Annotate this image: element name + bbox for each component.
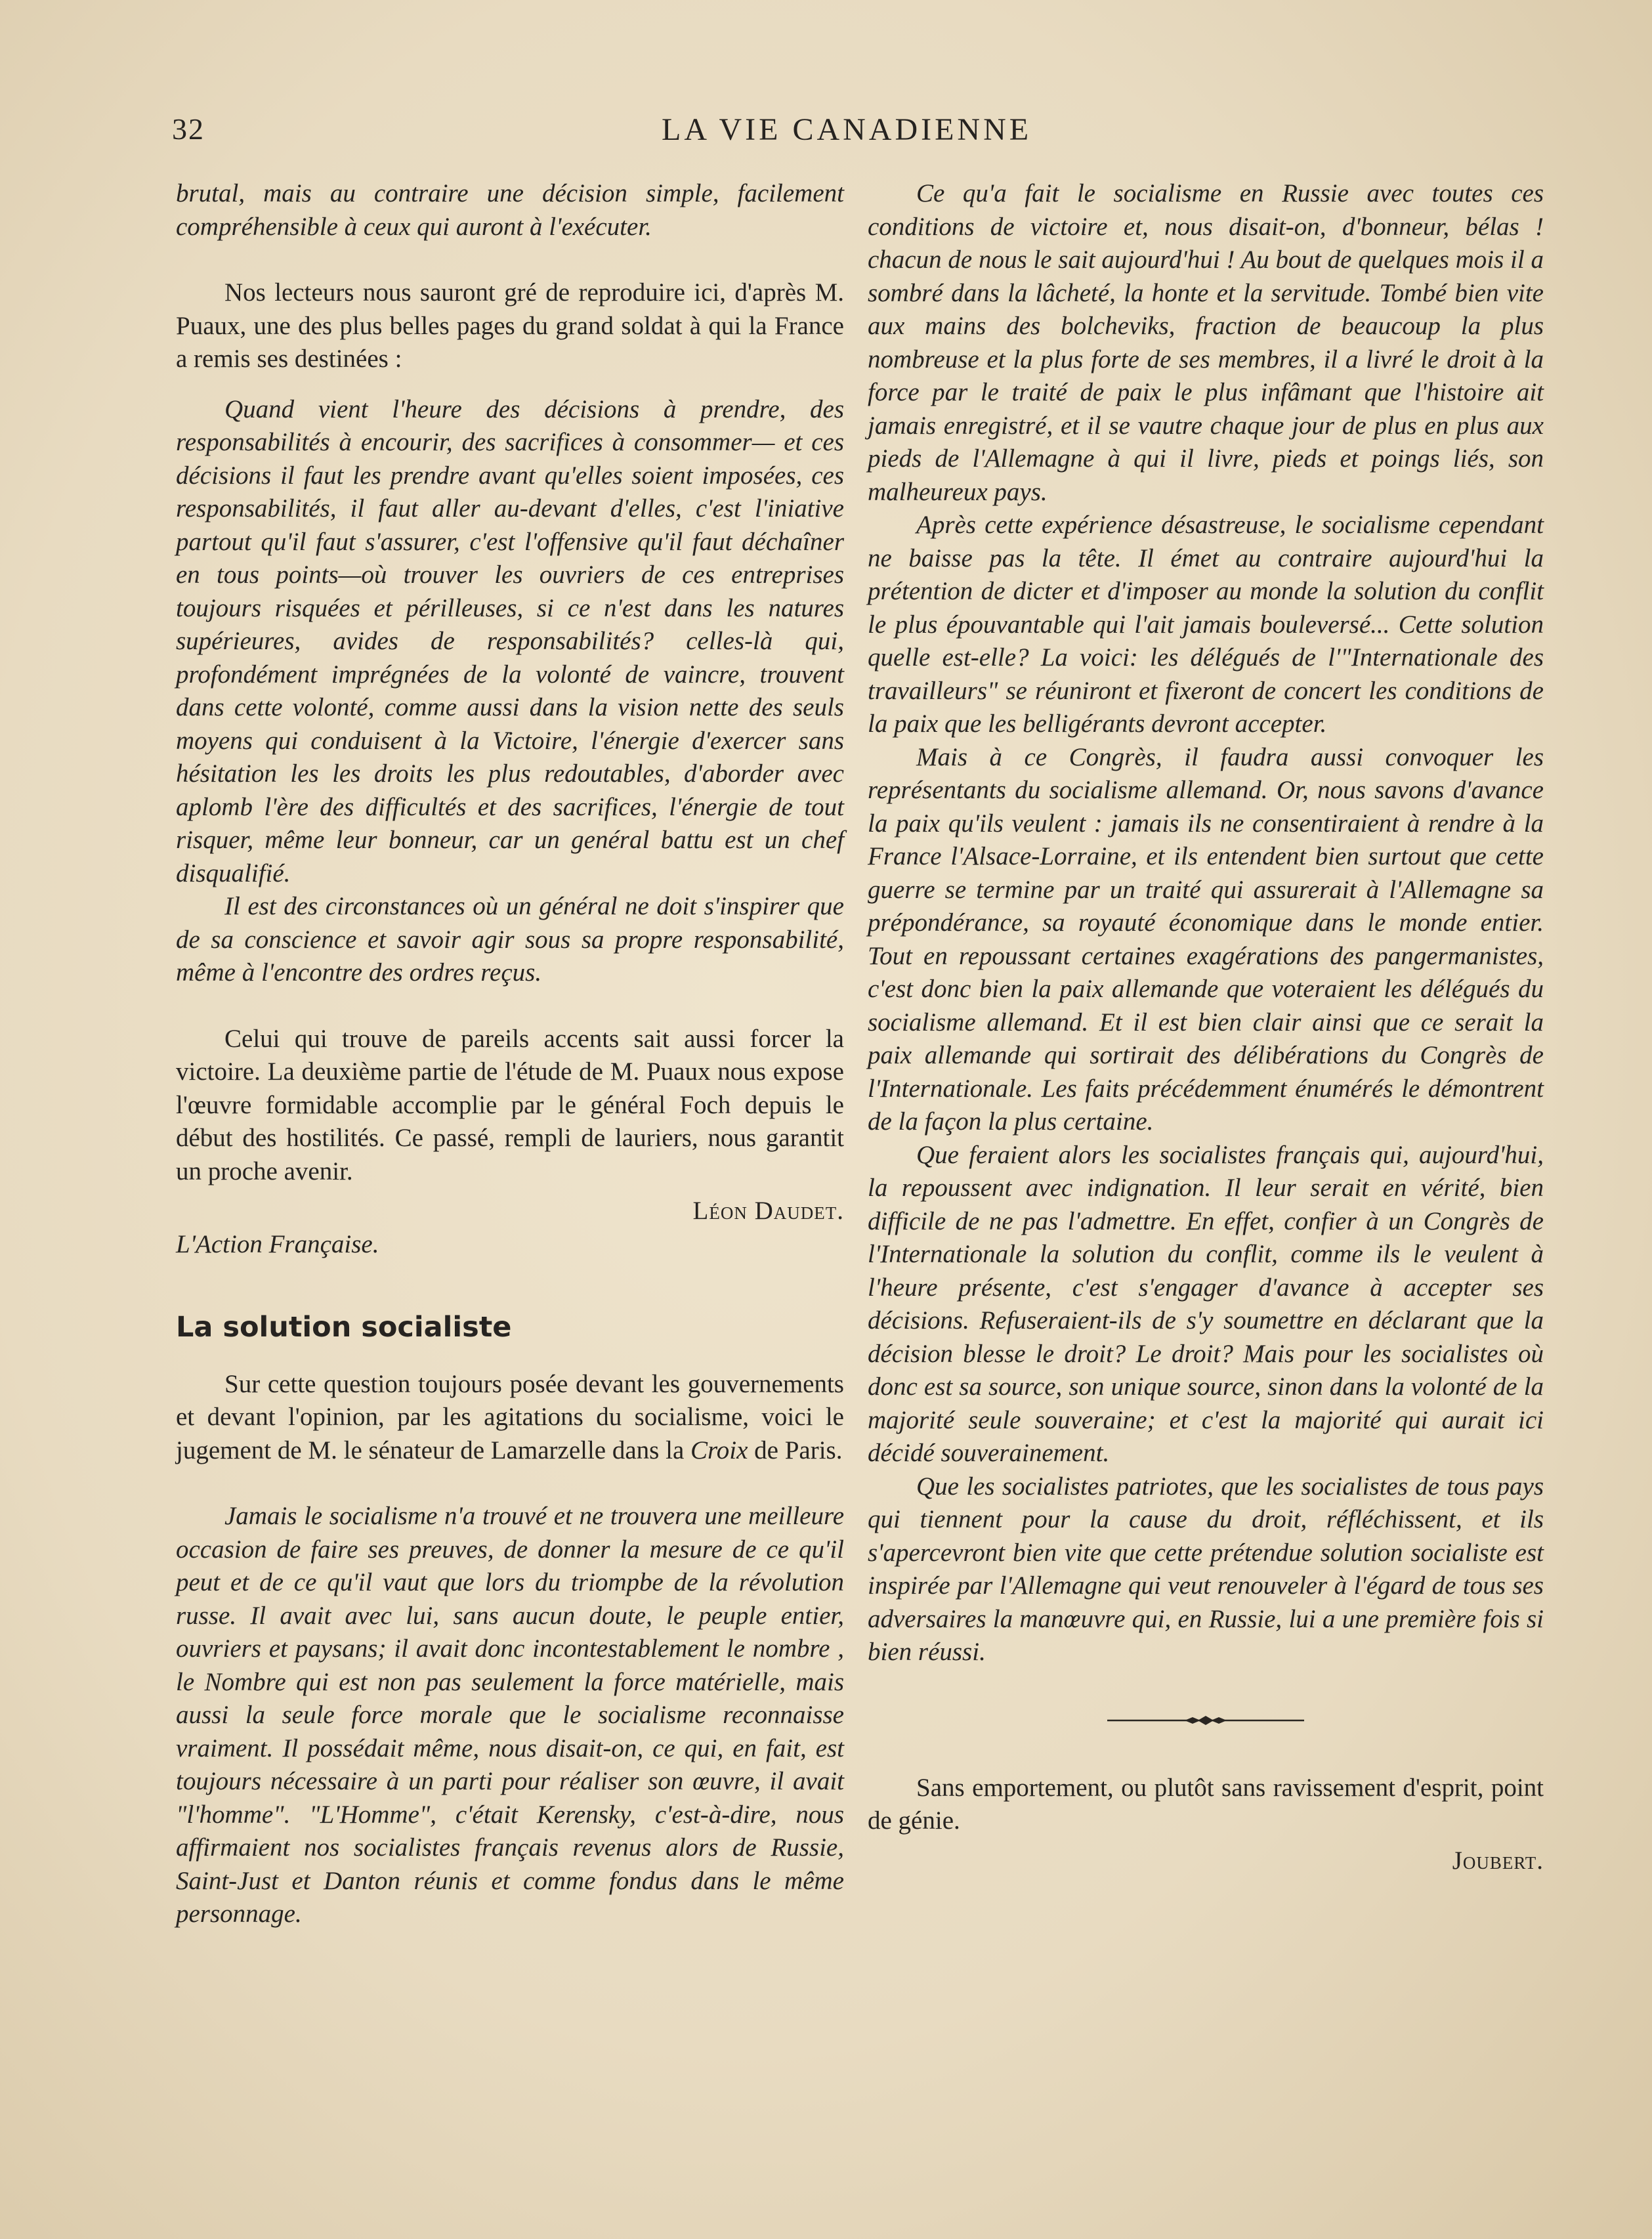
intro-paragraph: Nos lecteurs nous sauront gré de reproduire ici, d'après M. Puaux, une des plus belles pages du grand soldat à qui la France a remis ses destinées : [176, 278, 844, 373]
right-paragraph-2: Après cette expérience désastreuse, le socialisme cependant ne baisse pas la tête. Il émet au contraire aujourd'hui la prétention de dicter et d'imposer au monde la solution du conflit le plus épouvantable qui l'ait jamais bouleversé... Cette solution quelle est-elle? La voici: les délégués de l'"Internationale des travailleurs" se réuniront et fixeront de concert les conditions de la paix que les belligérants devront accepter. [868, 511, 1544, 738]
right-paragraph-3: Mais à ce Congrès, il faudra aussi convoquer les représentants du socialisme allemand. Or, nous savons d'avance la paix qu'ils veulent : jamais ils ne consentiraient à rendre à la France l'Alsace-Lorraine, et ils entendent bien surtout que cette guerre se termine par un traité qui assurerait à l'Allemagne sa prépondérance, sa royauté économique dans le monde entier. Tout en repoussant certaines exagérations des pangermanistes, c'est donc bien la paix allemande que voteraient les délégués du socialisme allemand. Et il est bien clair ainsi que ce serait la paix allemande qui sortirait des délibérations du Congrès de l'Internationale. Les faits précédemment énumérés le démontrent de la façon la plus certaine. [868, 742, 1544, 1136]
page-header [172, 105, 1065, 158]
page-number: 32 [172, 112, 205, 146]
continued-text: brutal, mais au contraire une décision simple, facilement compréhensible à ceux qui auront à l'exécuter. [176, 179, 844, 241]
right-column [868, 177, 1544, 1877]
intro-lamarzelle-a: Sur cette question toujours posée devant les gouvernements et devant l'opinion, par les agitations du socialisme, voici le jugement de M. le sénateur de Lamarzelle dans la [176, 1369, 844, 1464]
source-action-francaise: L'Action Française. [176, 1229, 379, 1258]
right-paragraph-1: Ce qu'a fait le socialisme en Russie avec toutes ces conditions de victoire et, nous disait-on, d'bonneur, bélas ! chacun de nous le sait aujourd'hui ! Au bout de quelques mois il a sombré dans la lâcheté, la honte et la servitude. Tombé bien vite aux mains des bolcheviks, fraction de beaucoup la plus nombreuse et la plus forte de ses membres, il a livré le droit à la force par le traité de paix le plus infâmant que l'histoire ait jamais enregistré, et il se vautre chaque jour de plus en plus aux pieds de l'Allemagne à qui il livre, pieds et poings liés, son malheureux pays. [868, 179, 1544, 506]
commentary-paragraph: Celui qui trouve de pareils accents sait aussi forcer la victoire. La deuxième partie de l'étude de M. Puaux nous expose l'œuvre formidable accomplie par le général Foch depuis le début des hostilités. Ce passé, rempli de lauriers, nous garantit un proche avenir. [176, 1024, 844, 1185]
signature-daudet: Léon Daudet. [692, 1197, 844, 1225]
lamarzelle-quote: Jamais le socialisme n'a trouvé et ne trouvera une meilleure occasion de faire ses preuves, de donner la mesure de ce qu'il peut et de ce qu'il vaut que lors du triompbe de la révolution russe. Il avait avec lui, sans aucun doute, le peuple entier, ouvriers et paysans; il avait donc incontestablement le nombre , le Nombre qui est non pas seulement la force matérielle, mais aussi la seule force morale que le socialisme reconnaisse vraiment. Il possédait même, nous disait-on, ce qui, en fait, est toujours nécessaire à un parti pour réaliser son œuvre, il avait "l'homme". "L'Homme", c'était Kerensky, c'est-à-dire, nous affirmaient nos socialistes français revenus alors de Russie, Saint-Just et Danton réunis et comme fondus dans le même personnage. [176, 1502, 844, 1928]
running-title: LA VIE CANADIENNE [662, 112, 1032, 147]
left-column [176, 177, 844, 1931]
foch-quote-1: Quand vient l'heure des décisions à prendre, des responsabilités à encourir, des sacrifices à consommer— et ces décisions il faut les prendre avant qu'elles soient imposées, ces responsabilités, il faut aller au-devant d'elles, c'est l'iniative partout qu'il faut s'assurer, c'est l'offensive qu'il faut déchaîner en tous points—où trouver les ouvriers de ces entreprises toujours risquées et périlleuses, si ce n'est dans les natures supérieures, avides de responsabilités? celles-là qui, profondément imprégnées de la volonté de vaincre, trouvent dans cette volonté, comme aussi dans la vision nette des seuls moyens qui conduisent à la Victoire, l'énergie d'exercer sans hésitation les les droits les plus redoutables, d'aborder avec aplomb l'ère des difficultés et des sacrifices, l'énergie de tout risquer, même leur bonneur, car un genéral battu est un chef disqualifié. [176, 394, 844, 887]
right-paragraph-4: Que feraient alors les socialistes français qui, aujourd'hui, la repoussent avec indignation. Il leur serait en vérité, bien difficile de ne pas l'admettre. En effet, confier à un Congrès de l'Internationale la solution du conflit, comme ils le veulent à l'heure présente, c'est s'engager d'avance à accepter ses décisions. Refuseraient-ils de s'y soumettre en déclarant que la décision blesse le droit? Le droit? Mais pour les socialistes où donc est sa source, son unique source, sinon dans la volonté de la majorité seule souveraine; et c'est la majorité qui aurait ici décidé souverainement. [868, 1140, 1544, 1467]
ornament-icon [1107, 1714, 1304, 1727]
intro-lamarzelle-b: de Paris. [748, 1436, 843, 1464]
joubert-quote: Sans emportement, ou plutôt sans ravissement d'esprit, point de génie. [868, 1773, 1544, 1835]
joubert-signature: Joubert. [1452, 1846, 1544, 1875]
intro-lamarzelle [176, 1368, 844, 1468]
right-paragraph-5: Que les socialistes patriotes, que les socialistes de tous pays qui tiennent pour la cause du droit, réfléchissent, et ils s'apercevront bien vite que cette prétendue solution socialiste est inspirée par l'Allemagne qui veut renouveler à l'égard de tous ses adversaires la manœuvre qui, en Russie, lui a une première fois si bien réussi. [868, 1472, 1544, 1666]
croix-title: Croix [690, 1436, 748, 1464]
foch-quote-2: Il est des circonstances où un général ne doit s'inspirer que de sa conscience et savoir agir sous sa propre responsabilité, même à l'encontre des ordres reçus. [176, 892, 844, 987]
section-heading: La solution socialiste [176, 1311, 512, 1344]
ornament-divider [868, 1714, 1544, 1727]
